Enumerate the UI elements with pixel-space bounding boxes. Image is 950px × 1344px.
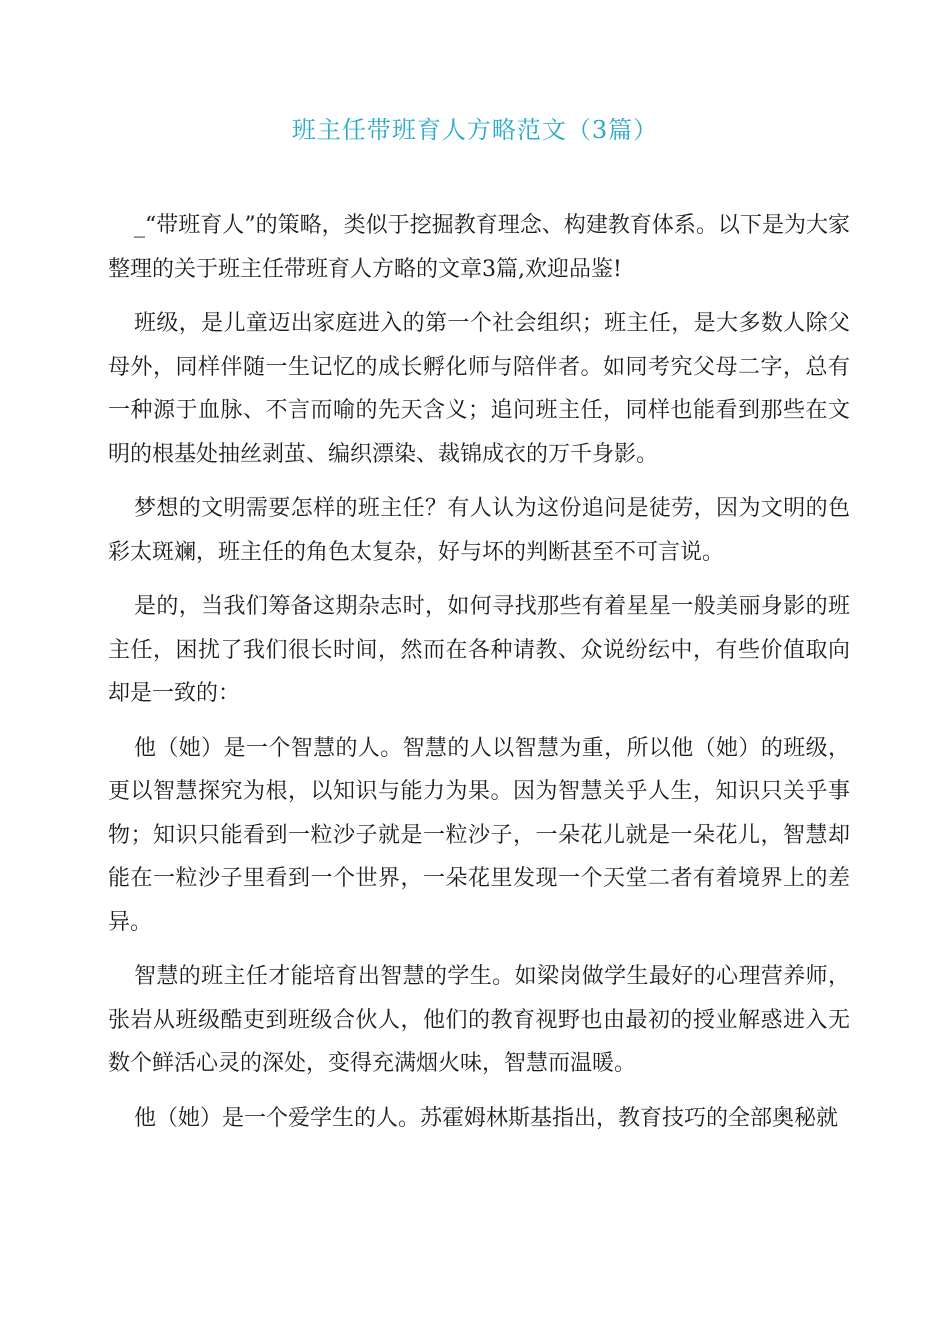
paragraph-magazine-preparation: 是的，当我们筹备这期杂志时，如何寻找那些有着星星一般美丽身影的班主任，困扰了我们很长时间，然而在各种请教、众说纷纭中，有些价值取向却是一致的： — [108, 594, 850, 706]
paragraph-intro: _“带班育人”的策略，类似于挖掘教育理念、构建教育体系。以下是为大家整理的关于班主任带班育人方略的文章3篇,欢迎品鉴! — [108, 213, 850, 282]
paragraph-dream-civilization: 梦想的文明需要怎样的班主任？有人认为这份追问是徒劳，因为文明的色彩太斑斓，班主任的角色太复杂，好与坏的判断甚至不可言说。 — [108, 496, 850, 565]
paragraph-wise-person: 他（她）是一个智慧的人。智慧的人以智慧为重，所以他（她）的班级，更以智慧探究为根，以知识与能力为果。因为智慧关乎人生，知识只关乎事物；知识只能看到一粒沙子就是一粒沙子，一朵花儿就是一朵花儿，智慧却能在一粒沙子里看到一个世界，一朵花里发现一个天堂二者有着境界上的差异。 — [108, 735, 850, 935]
paragraph-class-organization: 班级，是儿童迈出家庭进入的第一个社会组织；班主任，是大多数人除父母外，同样伴随一生记忆的成长孵化师与陪伴者。如同考究父母二字，总有一种源于血脉、不言而喻的先天含义；追问班主任，同样也能看到那些在文明的根基处抽丝剥茧、编织漂染、裁锦成衣的万千身影。 — [108, 311, 850, 467]
paragraph-wise-teacher: 智慧的班主任才能培育出智慧的学生。如梁岗做学生最好的心理营养师，张岩从班级酷吏到班级合伙人，他们的教育视野也由最初的授业解惑进入无数个鲜活心灵的深处，变得充满烟火味，智慧而温暖。 — [108, 964, 850, 1076]
document-title: 班主任带班育人方略范文（3篇） — [291, 116, 659, 144]
document-body — [108, 204, 850, 1151]
paragraph-loves-students: 他（她）是一个爱学生的人。苏霍姆林斯基指出，教育技巧的全部奥秘就 — [134, 1105, 839, 1131]
